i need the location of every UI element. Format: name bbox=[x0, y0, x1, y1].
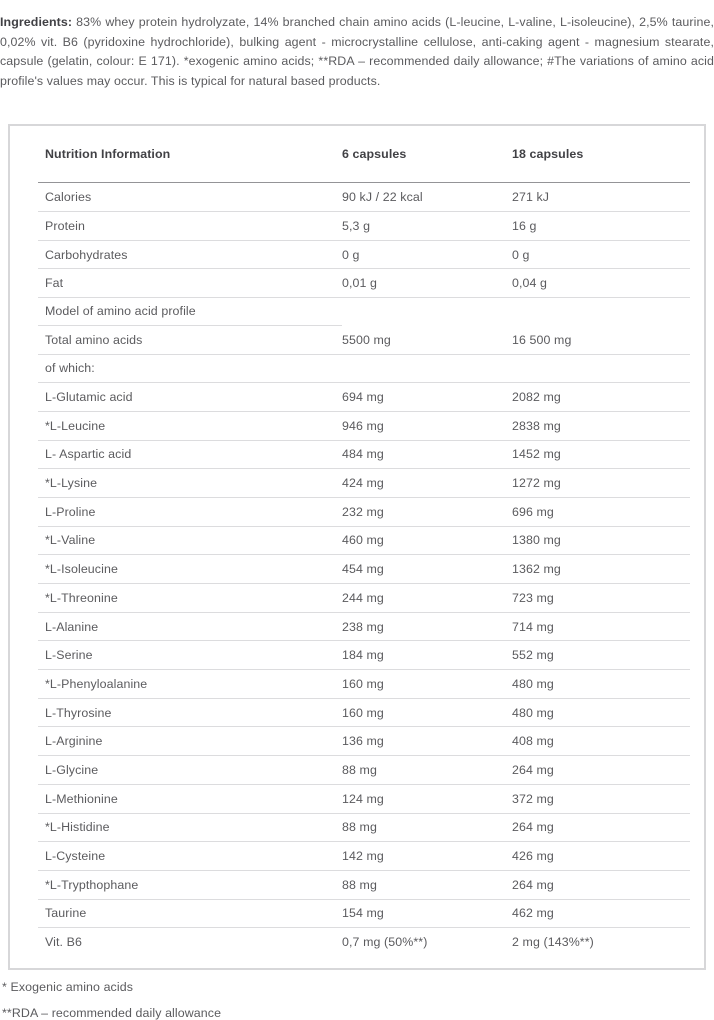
table-row bbox=[38, 814, 690, 843]
table-row bbox=[38, 641, 690, 670]
row-value-18caps: 1362 mg bbox=[512, 562, 561, 577]
table-row bbox=[38, 269, 690, 298]
row-label: *L-Leucine bbox=[45, 418, 106, 433]
row-value-18caps: 264 mg bbox=[512, 762, 554, 777]
row-label: Taurine bbox=[45, 906, 87, 921]
row-label: Carbohydrates bbox=[45, 247, 128, 262]
row-value-6caps: 154 mg bbox=[342, 906, 384, 921]
row-value-18caps: 1272 mg bbox=[512, 476, 561, 491]
table-row bbox=[38, 441, 690, 470]
row-value-6caps: 232 mg bbox=[342, 504, 384, 519]
row-label: Fat bbox=[45, 276, 64, 291]
row-value-6caps: 484 mg bbox=[342, 447, 384, 462]
row-value-6caps: 136 mg bbox=[342, 734, 384, 749]
row-value-6caps: 160 mg bbox=[342, 705, 384, 720]
header-nutrition-information: Nutrition Information bbox=[45, 147, 171, 162]
row-value-18caps: 426 mg bbox=[512, 849, 554, 864]
row-value-6caps: 142 mg bbox=[342, 849, 384, 864]
row-label: L-Proline bbox=[45, 504, 96, 519]
row-value-6caps: 160 mg bbox=[342, 676, 384, 691]
table-row bbox=[38, 699, 690, 728]
row-label: Protein bbox=[45, 218, 85, 233]
row-value-18caps: 2838 mg bbox=[512, 418, 561, 433]
table-row bbox=[38, 326, 690, 355]
table-row bbox=[38, 613, 690, 642]
row-label: L-Cysteine bbox=[45, 849, 106, 864]
row-value-6caps: 124 mg bbox=[342, 791, 384, 806]
row-value-18caps: 723 mg bbox=[512, 590, 554, 605]
row-value-6caps: 88 mg bbox=[342, 762, 377, 777]
row-label: of which: bbox=[45, 361, 95, 376]
row-value-6caps: 460 mg bbox=[342, 533, 384, 548]
footnote-exogenic: * Exogenic amino acids bbox=[2, 979, 133, 994]
table-row bbox=[38, 412, 690, 441]
row-value-6caps: 5500 mg bbox=[342, 332, 391, 347]
table-row bbox=[38, 584, 690, 613]
table-row bbox=[38, 871, 690, 900]
row-value-6caps: 5,3 g bbox=[342, 218, 371, 233]
row-value-18caps: 372 mg bbox=[512, 791, 554, 806]
table-row bbox=[38, 241, 690, 270]
row-value-18caps: 2082 mg bbox=[512, 390, 561, 405]
row-value-18caps: 16 500 mg bbox=[512, 332, 572, 347]
row-label: Calories bbox=[45, 190, 92, 205]
row-value-6caps: 0 g bbox=[342, 247, 360, 262]
row-label: *L-Valine bbox=[45, 533, 96, 548]
row-label: L-Methionine bbox=[45, 791, 118, 806]
ingredients-paragraph bbox=[0, 12, 714, 91]
row-label: L-Glutamic acid bbox=[45, 390, 133, 405]
table-row bbox=[38, 469, 690, 498]
row-label: L-Serine bbox=[45, 648, 93, 663]
ingredients-text: 83% whey protein hydrolyzate, 14% branched chain amino acids (L-leucine, L-valine, L-isoleucine), 2,5% taurine, 0,02% vit. B6 (pyridoxine hydrochloride), bulking agent - microcrystalline cellulose, anti-caking agent - magnesium stearate, capsule (gelatin, colour: E 171). *exogenic amino acids; **RDA – recommended daily allowance; #The variations of amino acid profile's values may occur. This is typical for natural based products. bbox=[0, 15, 714, 88]
footnote-rda: **RDA – recommended daily allowance bbox=[2, 1005, 222, 1020]
row-label: *L-Trypthophane bbox=[45, 877, 139, 892]
row-value-18caps: 696 mg bbox=[512, 504, 554, 519]
row-value-18caps: 480 mg bbox=[512, 676, 554, 691]
row-value-6caps: 0,01 g bbox=[342, 276, 378, 291]
table-row bbox=[38, 498, 690, 527]
row-value-18caps: 16 g bbox=[512, 218, 537, 233]
table-row bbox=[38, 355, 690, 384]
table-row bbox=[38, 785, 690, 814]
table-row bbox=[38, 928, 690, 956]
row-value-6caps: 184 mg bbox=[342, 648, 384, 663]
row-value-18caps: 0 g bbox=[512, 247, 530, 262]
row-value-6caps: 88 mg bbox=[342, 877, 377, 892]
row-value-18caps: 1380 mg bbox=[512, 533, 561, 548]
row-value-18caps: 408 mg bbox=[512, 734, 554, 749]
table-row bbox=[38, 555, 690, 584]
row-label: *L-Isoleucine bbox=[45, 562, 118, 577]
table-row bbox=[38, 727, 690, 756]
row-value-6caps: 0,7 mg (50%**) bbox=[342, 935, 428, 950]
table-row bbox=[38, 900, 690, 929]
table-row bbox=[38, 183, 690, 212]
row-label: L-Thyrosine bbox=[45, 705, 112, 720]
row-label: L-Alanine bbox=[45, 619, 99, 634]
row-label: *L-Phenyloalanine bbox=[45, 676, 148, 691]
row-value-18caps: 462 mg bbox=[512, 906, 554, 921]
table-row bbox=[38, 756, 690, 785]
table-row bbox=[38, 383, 690, 412]
row-value-18caps: 271 kJ bbox=[512, 190, 550, 205]
header-18-capsules: 18 capsules bbox=[512, 147, 584, 162]
row-value-6caps: 90 kJ / 22 kcal bbox=[342, 190, 423, 205]
table-row bbox=[38, 670, 690, 699]
row-value-18caps: 1452 mg bbox=[512, 447, 561, 462]
row-value-6caps: 244 mg bbox=[342, 590, 384, 605]
nutrition-table bbox=[38, 126, 690, 968]
row-value-18caps: 264 mg bbox=[512, 877, 554, 892]
row-label: L- Aspartic acid bbox=[45, 447, 132, 462]
row-value-6caps: 238 mg bbox=[342, 619, 384, 634]
row-label: L-Glycine bbox=[45, 762, 99, 777]
row-label: *L-Threonine bbox=[45, 590, 118, 605]
table-row bbox=[38, 527, 690, 556]
row-value-6caps: 694 mg bbox=[342, 390, 384, 405]
row-value-6caps: 88 mg bbox=[342, 820, 377, 835]
nutrition-table-rows bbox=[38, 183, 690, 956]
row-value-6caps: 454 mg bbox=[342, 562, 384, 577]
row-label: Vit. B6 bbox=[45, 935, 82, 950]
ingredients-label: Ingredients: bbox=[0, 15, 73, 30]
table-row bbox=[38, 298, 690, 326]
row-value-18caps: 480 mg bbox=[512, 705, 554, 720]
row-label: *L-Lysine bbox=[45, 476, 98, 491]
row-label: Total amino acids bbox=[45, 332, 143, 347]
row-value-6caps: 946 mg bbox=[342, 418, 384, 433]
table-row bbox=[38, 842, 690, 871]
row-value-18caps: 264 mg bbox=[512, 820, 554, 835]
row-value-6caps: 424 mg bbox=[342, 476, 384, 491]
nutrition-table-header bbox=[38, 126, 690, 183]
nutrition-card bbox=[8, 124, 706, 970]
row-label: *L-Histidine bbox=[45, 820, 110, 835]
row-value-18caps: 2 mg (143%**) bbox=[512, 935, 594, 950]
table-row bbox=[38, 212, 690, 241]
row-label: L-Arginine bbox=[45, 734, 103, 749]
row-value-18caps: 0,04 g bbox=[512, 276, 548, 291]
header-6-capsules: 6 capsules bbox=[342, 147, 407, 162]
row-label: Model of amino acid profile bbox=[38, 298, 342, 326]
row-value-18caps: 552 mg bbox=[512, 648, 554, 663]
row-value-18caps: 714 mg bbox=[512, 619, 554, 634]
